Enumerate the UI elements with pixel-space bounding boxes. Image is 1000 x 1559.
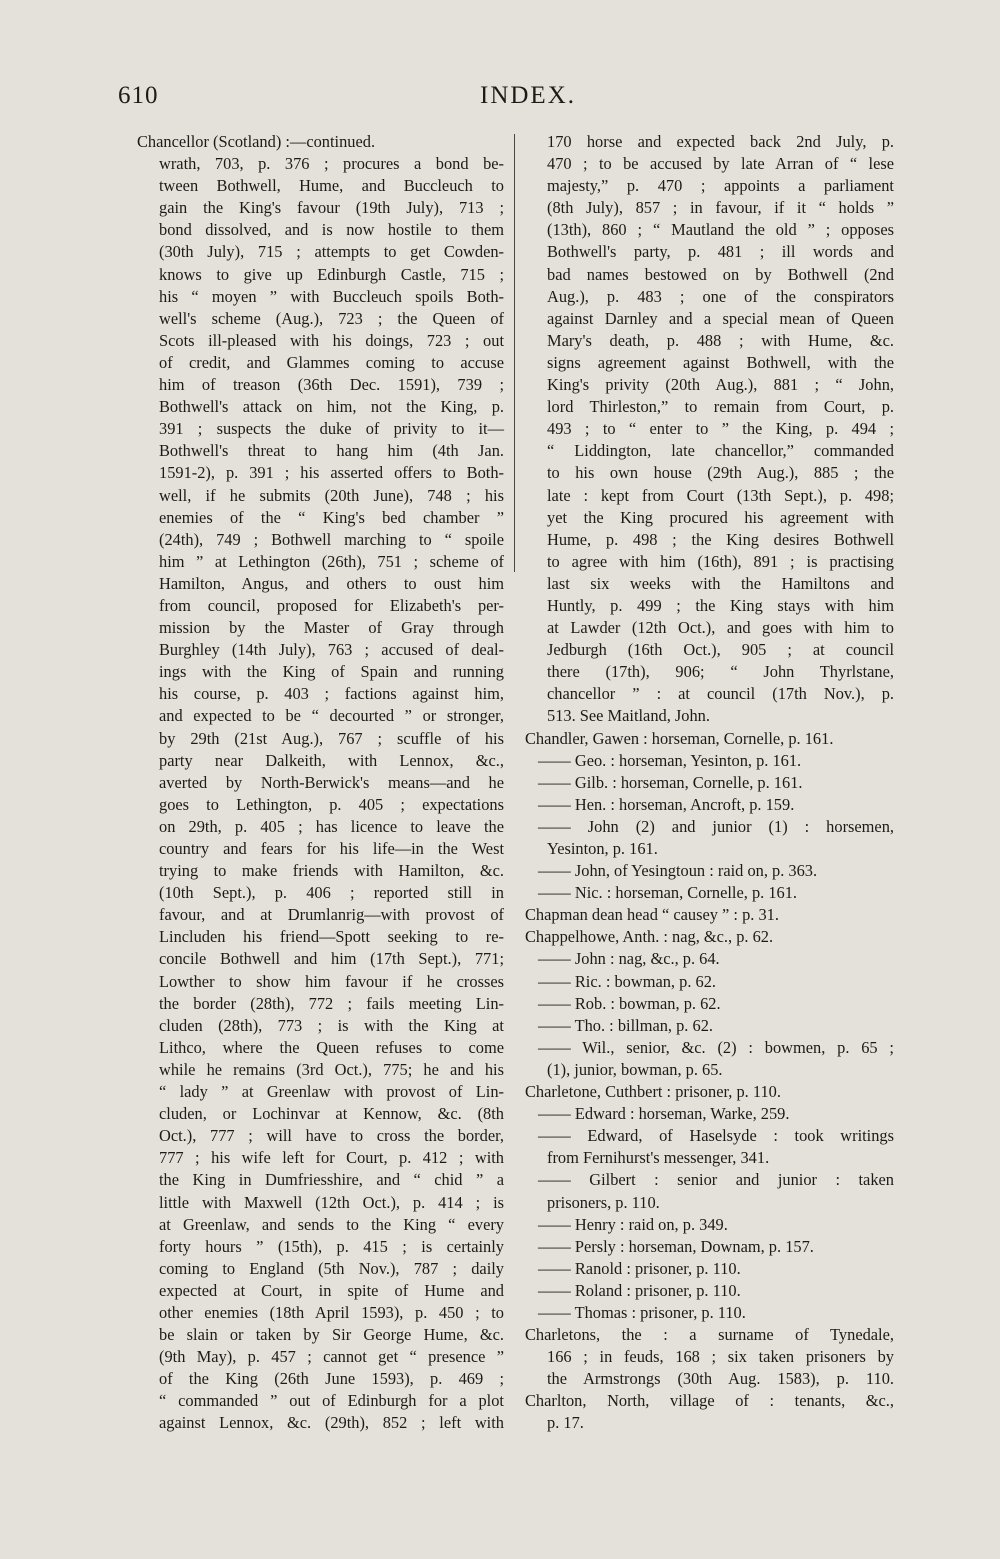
index-line: his “ moyen ” with Buccleuch spoils Both- — [159, 286, 504, 306]
index-line: at Lawder (12th Oct.), and goes with him to — [547, 618, 894, 638]
index-line: Bothwell's party, p. 481 ; ill words and — [547, 242, 894, 262]
index-line: Huntly, p. 499 ; the King stays with him — [547, 595, 894, 615]
index-line: —— Ranold : prisoner, p. 110. — [538, 1258, 741, 1278]
index-line: Oct.), 777 ; will have to cross the border, — [159, 1126, 504, 1146]
index-line: Charletons, the : a surname of Tynedale, — [525, 1325, 894, 1345]
index-line: p. 17. — [547, 1413, 584, 1433]
index-line: Jedburgh (16th Oct.), 905 ; at council — [547, 640, 894, 660]
index-line: —— Tho. : billman, p. 62. — [538, 1015, 713, 1035]
index-line: him ” at Lethington (26th), 751 ; scheme of — [159, 551, 504, 571]
index-column-right — [525, 131, 894, 1435]
index-line: Chappelhowe, Anth. : nag, &c., p. 62. — [525, 927, 774, 947]
index-line: from Fernihurst's messenger, 341. — [547, 1148, 770, 1168]
index-line: Hume, p. 498 ; the King desires Bothwell — [547, 529, 894, 549]
index-line: lord Thirleston,” to remain from Court, p. — [547, 397, 894, 417]
index-line: tween Bothwell, Hume, and Buccleuch to — [159, 176, 504, 196]
index-line: against Darnley and a special mean of Queen — [547, 308, 894, 328]
index-line: the King in Dumfriesshire, and “ chid ” a — [159, 1170, 504, 1190]
index-line: —— John (2) and junior (1) : horsemen, — [538, 816, 894, 836]
page-header — [0, 82, 1000, 122]
index-line: against Lennox, &c. (29th), 852 ; left with — [159, 1413, 504, 1433]
index-line: 777 ; his wife left for Court, p. 412 ; with — [159, 1148, 504, 1168]
index-line: (30th July), 715 ; attempts to get Cowden- — [159, 242, 504, 262]
index-line: trying to make friends with Hamilton, &c. — [159, 861, 504, 881]
index-line: last six weeks with the Hamiltons and — [547, 573, 894, 593]
index-line: Yesinton, p. 161. — [547, 839, 658, 858]
index-line: King's privity (20th Aug.), 881 ; “ John, — [547, 375, 894, 395]
index-line: of the King (26th June 1593), p. 469 ; — [159, 1369, 504, 1389]
index-line: (1), junior, bowman, p. 65. — [547, 1059, 723, 1079]
index-line: Lowther to show him favour if he crosses — [159, 971, 504, 991]
index-line: 513. See Maitland, John. — [547, 706, 710, 726]
index-line: Burghley (14th July), 763 ; accused of deal- — [159, 640, 504, 660]
index-line: well, if he submits (20th June), 748 ; his — [159, 485, 504, 505]
index-line: Charlton, North, village of : tenants, &c., — [525, 1391, 894, 1411]
index-line: bad names bestowed on by Bothwell (2nd — [547, 264, 894, 284]
index-line: Aug.), p. 483 ; one of the conspirators — [547, 286, 894, 306]
index-line: Chancellor (Scotland) :—continued. — [137, 132, 376, 151]
index-line: cluden (28th), 773 ; is with the King at — [159, 1015, 504, 1035]
column-divider — [514, 134, 515, 572]
index-line: —— Edward : horseman, Warke, 259. — [538, 1104, 790, 1124]
index-line: —— John : nag, &c., p. 64. — [538, 949, 720, 969]
index-line: other enemies (18th April 1593), p. 450 ; to — [159, 1302, 504, 1322]
index-line: 470 ; to be accused by late Arran of “ lese — [547, 154, 894, 174]
index-line: —— John, of Yesingtoun : raid on, p. 363. — [538, 861, 818, 881]
index-line: —— Wil., senior, &c. (2) : bowmen, p. 65 ; — [538, 1037, 894, 1057]
index-line: by 29th (21st Aug.), 767 ; scuffle of his — [159, 728, 504, 748]
index-line: country and fears for his life—in the West — [159, 839, 504, 858]
index-line: ings with the King of Spain and running — [159, 662, 504, 682]
index-line: —— Edward, of Haselsyde : took writings — [538, 1126, 894, 1146]
index-line: —— Hen. : horseman, Ancroft, p. 159. — [538, 794, 795, 814]
index-line: averted by North-Berwick's means—and he — [159, 772, 504, 792]
index-line: Bothwell's attack on him, not the King, p. — [159, 397, 504, 417]
index-line: the border (28th), 772 ; fails meeting Lin- — [159, 993, 504, 1013]
index-line: 391 ; suspects the duke of privity to it— — [159, 419, 504, 439]
index-line: the Armstrongs (30th Aug. 1583), p. 110. — [547, 1369, 894, 1389]
index-line: Scots ill-pleased with his doings, 723 ; out — [159, 330, 504, 350]
index-line: (13th), 860 ; “ Mautland the old ” ; opposes — [547, 220, 894, 240]
index-line: —— Gilbert : senior and junior : taken — [538, 1170, 894, 1190]
index-line: Hamilton, Angus, and others to oust him — [159, 573, 504, 593]
index-line: Chandler, Gawen : horseman, Cornelle, p. 161. — [525, 728, 834, 748]
index-line: —— Persly : horseman, Downam, p. 157. — [538, 1236, 814, 1256]
index-line: —— Nic. : horseman, Cornelle, p. 161. — [538, 883, 798, 903]
index-line: yet the King procured his agreement with — [547, 507, 894, 527]
index-line: his course, p. 403 ; factions against him, — [159, 684, 504, 704]
index-line: late : kept from Court (13th Sept.), p. 498; — [547, 485, 894, 505]
index-line: favour, and at Drumlanrig—with provost of — [159, 905, 504, 925]
index-line: (9th May), p. 457 ; cannot get “ presence ” — [159, 1347, 504, 1367]
index-line: while he remains (3rd Oct.), 775; he and his — [159, 1059, 504, 1079]
index-line: chancellor ” : at council (17th Nov.), p. — [547, 684, 894, 704]
index-line: (10th Sept.), p. 406 ; reported still in — [159, 883, 504, 903]
index-line: be slain or taken by Sir George Hume, &c. — [159, 1325, 504, 1345]
index-line: —— Rob. : bowman, p. 62. — [538, 993, 721, 1013]
index-line: from council, proposed for Elizabeth's per- — [159, 595, 504, 615]
index-line: Lincluden his friend—Spott seeking to re- — [159, 927, 504, 947]
index-line: bond dissolved, and is now hostile to them — [159, 220, 504, 240]
index-line: wrath, 703, p. 376 ; procures a bond be- — [159, 154, 504, 174]
index-line: prisoners, p. 110. — [547, 1192, 660, 1212]
index-line: at Greenlaw, and sends to the King “ every — [159, 1214, 504, 1234]
index-line: coming to England (5th Nov.), 787 ; daily — [159, 1258, 504, 1278]
index-line: “ lady ” at Greenlaw with provost of Lin- — [159, 1082, 504, 1102]
index-line: knows to give up Edinburgh Castle, 715 ; — [159, 264, 504, 284]
index-line: forty hours ” (15th), p. 415 ; is certainly — [159, 1236, 504, 1256]
index-line: him of treason (36th Dec. 1591), 739 ; — [159, 375, 504, 395]
index-line: expected at Court, in spite of Hume and — [159, 1280, 504, 1300]
index-line: mission by the Master of Gray through — [159, 618, 504, 638]
index-line: (8th July), 857 ; in favour, if it “ holds ” — [547, 198, 894, 218]
index-line: —— Thomas : prisoner, p. 110. — [538, 1302, 746, 1322]
index-line: 170 horse and expected back 2nd July, p. — [547, 132, 894, 151]
index-line: Charletone, Cuthbert : prisoner, p. 110. — [525, 1082, 781, 1102]
index-line: to agree with him (16th), 891 ; is practising — [547, 551, 894, 571]
index-line: majesty,” p. 470 ; appoints a parliament — [547, 176, 894, 196]
index-line: (24th), 749 ; Bothwell marching to “ spoile — [159, 529, 504, 549]
page-number: 610 — [118, 82, 159, 109]
index-line: —— Gilb. : horseman, Cornelle, p. 161. — [538, 772, 803, 792]
index-line: concile Bothwell and him (17th Sept.), 771; — [159, 949, 504, 969]
index-line: party near Dalkeith, with Lennox, &c., — [159, 750, 504, 770]
index-line: to his own house (29th Aug.), 885 ; the — [547, 463, 894, 483]
index-line: Bothwell's threat to hang him (4th Jan. — [159, 441, 504, 461]
index-line: “ commanded ” out of Edinburgh for a plot — [159, 1391, 504, 1411]
index-line: —— Geo. : horseman, Yesinton, p. 161. — [538, 750, 802, 770]
index-line: there (17th), 906; “ John Thyrlstane, — [547, 662, 894, 682]
index-line: and expected to be “ decourted ” or stronger, — [159, 706, 504, 726]
index-line: of credit, and Glammes coming to accuse — [159, 352, 504, 372]
index-line: 493 ; to “ enter to ” the King, p. 494 ; — [547, 419, 894, 439]
index-line: on 29th, p. 405 ; has licence to leave the — [159, 816, 504, 836]
index-line: Lithco, where the Queen refuses to come — [159, 1037, 504, 1057]
index-line: “ Liddington, late chancellor,” commanded — [547, 441, 894, 461]
running-title: INDEX. — [480, 82, 577, 109]
index-line: little with Maxwell (12th Oct.), p. 414 ; is — [159, 1192, 504, 1212]
index-line: goes to Lethington, p. 405 ; expectations — [159, 794, 504, 814]
index-line: —— Ric. : bowman, p. 62. — [538, 971, 717, 991]
index-line: —— Roland : prisoner, p. 110. — [538, 1280, 741, 1300]
index-line: 1591-2), p. 391 ; his asserted offers to Both- — [159, 463, 504, 483]
index-line: well's scheme (Aug.), 723 ; the Queen of — [159, 308, 504, 328]
index-line: 166 ; in feuds, 168 ; six taken prisoners by — [547, 1347, 894, 1367]
index-line: enemies of the “ King's bed chamber ” — [159, 507, 504, 527]
index-line: Mary's death, p. 488 ; with Hume, &c. — [547, 330, 894, 350]
index-line: Chapman dean head “ causey ” : p. 31. — [525, 905, 779, 925]
index-line: signs agreement against Bothwell, with the — [547, 352, 894, 372]
index-line: gain the King's favour (19th July), 713 ; — [159, 198, 504, 218]
index-line: cluden, or Lochinvar at Kennow, &c. (8th — [159, 1104, 504, 1124]
index-column-left — [137, 131, 504, 1435]
index-line: —— Henry : raid on, p. 349. — [538, 1214, 728, 1234]
